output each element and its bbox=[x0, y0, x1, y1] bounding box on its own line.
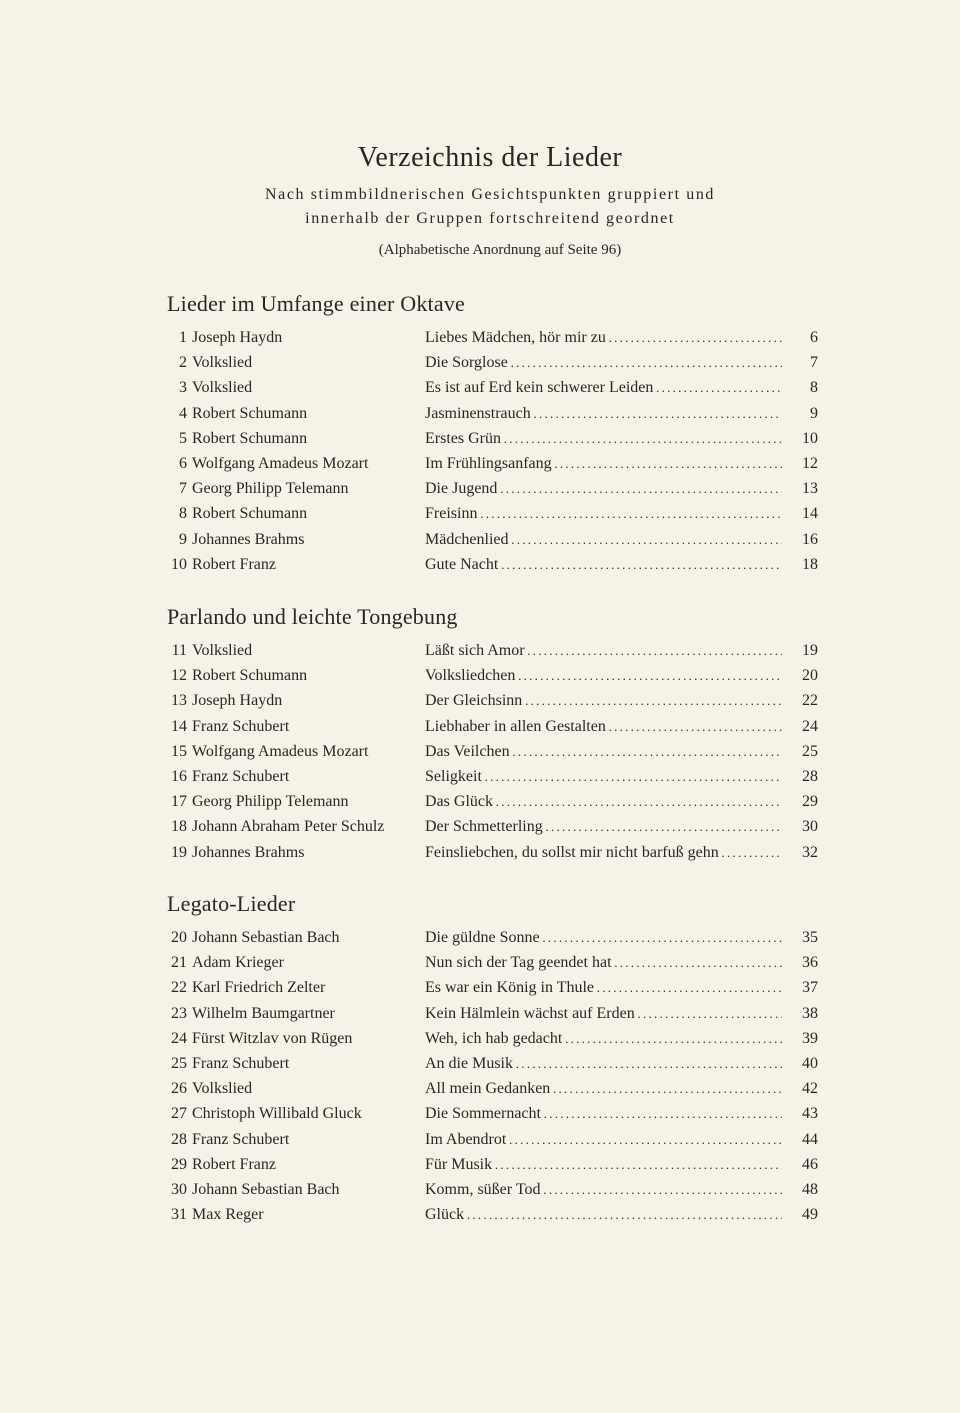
page-number: 49 bbox=[802, 1206, 818, 1224]
song-entry bbox=[167, 638, 827, 663]
alphabetical-order-note: (Alphabetische Anordnung auf Seite 96) bbox=[378, 242, 622, 258]
song-title: Jasminenstrauch . . . bbox=[425, 401, 782, 426]
composer-name: Volkslied bbox=[192, 379, 253, 397]
song-title: Liebes Mädchen, hör mir zu . . . bbox=[425, 325, 782, 350]
song-entry bbox=[167, 476, 827, 501]
entry-number: 27 bbox=[171, 1105, 187, 1123]
song-title: Für Musik . . . bbox=[425, 1152, 782, 1177]
composer-name: Johann Sebastian Bach bbox=[192, 929, 340, 946]
song-title: Es war ein König in Thule . . . bbox=[425, 975, 782, 1000]
page-number: 46 bbox=[802, 1155, 818, 1173]
page-title: Verzeichnis der Lieder bbox=[357, 142, 623, 173]
song-entry bbox=[167, 1202, 827, 1227]
song-title: Kein Hälmlein wächst auf Erden . . . bbox=[425, 1001, 782, 1026]
song-entry bbox=[167, 739, 827, 764]
song-entry bbox=[167, 501, 827, 526]
song-title: Die güldne Sonne . . . bbox=[425, 925, 782, 950]
page-number: 9 bbox=[810, 404, 818, 422]
song-list bbox=[167, 925, 827, 1227]
page-number: 10 bbox=[802, 429, 818, 447]
composer-name: Johannes Brahms bbox=[192, 843, 305, 861]
page-number: 28 bbox=[802, 767, 818, 785]
entry-number: 19 bbox=[171, 843, 187, 861]
entry-number: 10 bbox=[171, 555, 187, 573]
entry-number: 17 bbox=[171, 793, 187, 811]
page-number: 37 bbox=[802, 979, 818, 997]
composer-name: Christoph Willibald Gluck bbox=[192, 1105, 362, 1123]
entry-number: 31 bbox=[171, 1206, 187, 1224]
entry-number: 30 bbox=[171, 1180, 187, 1198]
song-title: Nun sich der Tag geendet hat . . . bbox=[425, 950, 782, 975]
song-title: Erstes Grün . . . bbox=[425, 426, 782, 451]
song-title: Im Frühlingsanfang . . . bbox=[425, 451, 782, 476]
song-title: Läßt sich Amor . . . bbox=[425, 638, 782, 663]
song-title: Liebhaber in allen Gestalten . . . bbox=[425, 714, 782, 739]
song-title: Die Sommernacht . . . bbox=[425, 1101, 782, 1126]
song-entry bbox=[167, 350, 827, 375]
composer-name: Robert Franz bbox=[192, 1155, 276, 1173]
song-entry bbox=[167, 840, 827, 865]
song-title: Gute Nacht . . . bbox=[425, 552, 782, 577]
page-number: 35 bbox=[802, 929, 818, 946]
entry-number: 15 bbox=[171, 742, 187, 760]
entry-number: 22 bbox=[171, 979, 187, 997]
entry-number: 8 bbox=[179, 505, 187, 523]
song-entry bbox=[167, 950, 827, 975]
composer-name: Johann Sebastian Bach bbox=[192, 1180, 340, 1198]
song-entry bbox=[167, 375, 827, 400]
page-number: 30 bbox=[802, 818, 818, 836]
composer-name: Johann Abraham Peter Schulz bbox=[192, 818, 385, 836]
section-heading: Legato-Lieder bbox=[167, 891, 296, 916]
song-entry bbox=[167, 1177, 827, 1202]
song-entry bbox=[167, 688, 827, 713]
entry-number: 5 bbox=[179, 429, 187, 447]
page-number: 13 bbox=[802, 480, 818, 498]
song-entry bbox=[167, 814, 827, 839]
entry-number: 9 bbox=[179, 530, 187, 548]
composer-name: Wilhelm Baumgartner bbox=[192, 1004, 335, 1022]
composer-name: Fürst Witzlav von Rügen bbox=[192, 1029, 353, 1047]
entry-number: 24 bbox=[171, 1029, 187, 1047]
composer-name: Georg Philipp Telemann bbox=[192, 480, 349, 498]
page-number: 16 bbox=[802, 530, 818, 548]
page-number: 29 bbox=[802, 793, 818, 811]
entry-number: 21 bbox=[171, 954, 187, 972]
page-number: 32 bbox=[802, 843, 818, 861]
song-title: Das Glück . . . bbox=[425, 789, 782, 814]
page-number: 39 bbox=[802, 1029, 818, 1047]
song-entry bbox=[167, 1127, 827, 1152]
song-title: Seligkeit . . . bbox=[425, 764, 782, 789]
composer-name: Robert Schumann bbox=[192, 404, 308, 422]
song-entry bbox=[167, 975, 827, 1000]
composer-name: Franz Schubert bbox=[192, 1130, 290, 1148]
entry-number: 12 bbox=[171, 667, 187, 685]
song-entry bbox=[167, 401, 827, 426]
composer-name: Franz Schubert bbox=[192, 767, 290, 785]
section-octave-songs bbox=[167, 290, 827, 577]
song-entry bbox=[167, 1076, 827, 1101]
section-parlando-songs bbox=[167, 603, 827, 865]
entry-number: 26 bbox=[171, 1080, 187, 1098]
page-number: 40 bbox=[802, 1054, 818, 1072]
page-number: 25 bbox=[802, 742, 818, 760]
song-title: Der Gleichsinn . . . bbox=[425, 688, 782, 713]
song-entry bbox=[167, 527, 827, 552]
page-number: 6 bbox=[810, 329, 818, 346]
song-entry bbox=[167, 925, 827, 950]
page-number: 12 bbox=[802, 454, 818, 472]
page-number: 7 bbox=[810, 354, 818, 372]
song-entry bbox=[167, 789, 827, 814]
song-entry bbox=[167, 325, 827, 350]
entry-number: 20 bbox=[171, 929, 187, 946]
song-title: Freisinn . . . bbox=[425, 501, 782, 526]
composer-name: Adam Krieger bbox=[192, 954, 284, 972]
song-title: Weh, ich hab gedacht . . . bbox=[425, 1026, 782, 1051]
composer-name: Joseph Haydn bbox=[192, 692, 283, 710]
entry-number: 4 bbox=[179, 404, 187, 422]
composer-name: Wolfgang Amadeus Mozart bbox=[192, 454, 369, 472]
composer-name: Robert Schumann bbox=[192, 667, 308, 685]
song-list bbox=[167, 325, 827, 577]
entry-number: 23 bbox=[171, 1004, 187, 1022]
entry-number: 25 bbox=[171, 1054, 187, 1072]
entry-number: 13 bbox=[171, 692, 187, 710]
song-title: Es ist auf Erd kein schwerer Leiden . . . bbox=[425, 375, 782, 400]
song-title: An die Musik . . . bbox=[425, 1051, 782, 1076]
composer-name: Robert Schumann bbox=[192, 429, 308, 447]
song-entry bbox=[167, 1152, 827, 1177]
song-entry bbox=[167, 663, 827, 688]
entry-number: 6 bbox=[179, 454, 187, 472]
page-number: 20 bbox=[802, 667, 818, 685]
song-title: Die Jugend . . . bbox=[425, 476, 782, 501]
composer-name: Robert Schumann bbox=[192, 505, 308, 523]
song-entry bbox=[167, 764, 827, 789]
section-heading: Parlando und leichte Tongebung bbox=[167, 604, 458, 629]
page-number: 14 bbox=[802, 505, 818, 523]
song-entry bbox=[167, 426, 827, 451]
page-number: 44 bbox=[802, 1130, 818, 1148]
song-title: Mädchenlied . . . bbox=[425, 527, 782, 552]
song-entry bbox=[167, 552, 827, 577]
song-entry bbox=[167, 1101, 827, 1126]
page-number: 24 bbox=[802, 717, 818, 735]
song-title: Im Abendrot . . . bbox=[425, 1127, 782, 1152]
composer-name: Johannes Brahms bbox=[192, 530, 305, 548]
page-number: 8 bbox=[810, 379, 818, 397]
song-title: Das Veilchen . . . bbox=[425, 739, 782, 764]
song-title: Volksliedchen . . . bbox=[425, 663, 782, 688]
composer-name: Georg Philipp Telemann bbox=[192, 793, 349, 811]
page-number: 36 bbox=[802, 954, 818, 972]
page-number: 43 bbox=[802, 1105, 818, 1123]
song-entry bbox=[167, 1001, 827, 1026]
entry-number: 18 bbox=[171, 818, 187, 836]
composer-name: Franz Schubert bbox=[192, 1054, 290, 1072]
page-number: 48 bbox=[802, 1180, 818, 1198]
entry-number: 16 bbox=[171, 767, 187, 785]
song-title: All mein Gedanken . . . bbox=[425, 1076, 782, 1101]
entry-number: 2 bbox=[179, 354, 187, 372]
page-number: 38 bbox=[802, 1004, 818, 1022]
entry-number: 14 bbox=[171, 717, 187, 735]
composer-name: Robert Franz bbox=[192, 555, 276, 573]
section-heading: Lieder im Umfange einer Oktave bbox=[167, 291, 465, 316]
entry-number: 28 bbox=[171, 1130, 187, 1148]
composer-name: Volkslied bbox=[192, 354, 253, 372]
entry-number: 1 bbox=[179, 329, 187, 346]
composer-name: Volkslied bbox=[192, 1080, 253, 1098]
composer-name: Franz Schubert bbox=[192, 717, 290, 735]
composer-name: Wolfgang Amadeus Mozart bbox=[192, 742, 369, 760]
song-title: Die Sorglose . . . bbox=[425, 350, 782, 375]
entry-number: 3 bbox=[179, 379, 187, 397]
composer-name: Karl Friedrich Zelter bbox=[192, 979, 326, 997]
song-title: Komm, süßer Tod . . . bbox=[425, 1177, 782, 1202]
song-entry bbox=[167, 714, 827, 739]
song-list bbox=[167, 638, 827, 865]
entry-number: 7 bbox=[179, 480, 187, 498]
section-legato-songs bbox=[167, 890, 827, 1227]
song-entry bbox=[167, 1051, 827, 1076]
page-number: 19 bbox=[802, 642, 818, 659]
composer-name: Volkslied bbox=[192, 642, 253, 659]
song-title: Glück . . . bbox=[425, 1202, 782, 1227]
page-number: 22 bbox=[802, 692, 818, 710]
composer-name: Joseph Haydn bbox=[192, 329, 283, 346]
page-number: 18 bbox=[802, 555, 818, 573]
subtitle-line-1: Nach stimmbildnerischen Gesichtspunkten gruppiert und bbox=[264, 186, 716, 203]
song-title: Der Schmetterling . . . bbox=[425, 814, 782, 839]
song-entry bbox=[167, 1026, 827, 1051]
entry-number: 11 bbox=[171, 642, 187, 659]
subtitle-line-2: innerhalb der Gruppen fortschreitend geordnet bbox=[305, 210, 675, 227]
song-title: Feinsliebchen, du sollst mir nicht barfuß gehn . . . bbox=[425, 840, 782, 865]
song-entry bbox=[167, 451, 827, 476]
composer-name: Max Reger bbox=[192, 1206, 264, 1224]
page-number: 42 bbox=[802, 1080, 818, 1098]
entry-number: 29 bbox=[171, 1155, 187, 1173]
